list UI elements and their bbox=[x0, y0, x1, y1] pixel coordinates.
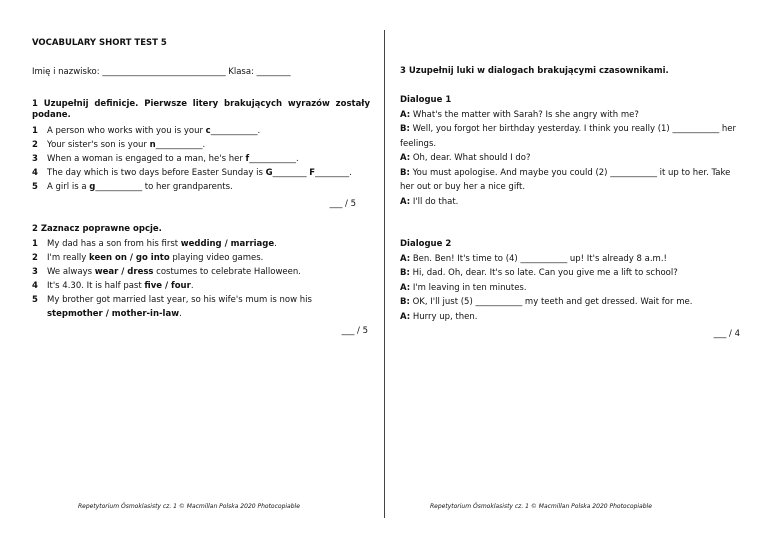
section-2 bbox=[32, 224, 368, 338]
item-text: I'm really keen on / go into playing video games. bbox=[47, 253, 264, 263]
section-1-items bbox=[32, 124, 370, 194]
item-number: 2 bbox=[32, 253, 38, 263]
section-1-heading: 1 Uzupełnij definicje. Pierwsze litery brakujących wyrazów zostały podane. bbox=[32, 99, 370, 120]
dialogue-2 bbox=[400, 237, 740, 341]
page-title: VOCABULARY SHORT TEST 5 bbox=[32, 38, 167, 48]
page-divider bbox=[384, 30, 385, 518]
dialogue-line: B: You must apologise. And maybe you could (2) ___________ it up to her. Take her out or buy her a nice gift. bbox=[400, 167, 731, 192]
dialogue-line: A: I'm leaving in ten minutes. bbox=[400, 282, 527, 293]
section-3-heading: 3 Uzupełnij luki w dialogach brakującymi czasownikami. bbox=[400, 66, 669, 76]
footer-left: Repetytorium Ósmoklasisty cz. 1 © Macmillan Polska 2020 Photocopiable bbox=[78, 503, 300, 510]
item-number: 5 bbox=[32, 182, 38, 192]
item-number: 3 bbox=[32, 267, 38, 277]
dialogue-line: A: What's the matter with Sarah? Is she angry with me? bbox=[400, 109, 639, 120]
item-text: A girl is a g___________ to her grandparents. bbox=[47, 182, 233, 192]
list-item bbox=[32, 138, 370, 152]
list-item bbox=[32, 166, 370, 180]
section-2-heading: 2 Zaznacz poprawne opcje. bbox=[32, 224, 162, 234]
name-class-line: Imię i nazwisko: _____________________________ Klasa: ________ bbox=[32, 67, 291, 77]
item-text: Your sister's son is your n___________. bbox=[47, 140, 206, 150]
dialogue-line: B: Hi, dad. Oh, dear. It's so late. Can you give me a lift to school? bbox=[400, 268, 678, 278]
item-text: It's 4.30. It is half past five / four. bbox=[47, 281, 194, 291]
item-text: We always wear / dress costumes to celebrate Halloween. bbox=[47, 267, 301, 277]
item-number: 4 bbox=[32, 281, 38, 291]
dialogue-line: A: Ben. Ben! It's time to (4) ___________ up! It's already 8 a.m.! bbox=[400, 253, 667, 264]
item-text: When a woman is engaged to a man, he's her f___________. bbox=[47, 154, 299, 164]
item-text: A person who works with you is your c___________. bbox=[47, 126, 261, 136]
item-number: 2 bbox=[32, 140, 38, 150]
dialogue-line: A: Oh, dear. What should I do? bbox=[400, 153, 531, 163]
dialogue-line: A: I'll do that. bbox=[400, 196, 459, 207]
footer-right: Repetytorium Ósmoklasisty cz. 1 © Macmillan Polska 2020 Photocopiable bbox=[430, 503, 652, 510]
section-2-score: ___ / 5 bbox=[341, 326, 368, 336]
list-item bbox=[32, 265, 368, 279]
item-text: The day which is two days before Easter Sunday is G________ F________. bbox=[47, 168, 352, 178]
list-item bbox=[32, 124, 370, 138]
item-number: 3 bbox=[32, 154, 38, 164]
section-3-score: ___ / 4 bbox=[713, 329, 740, 339]
item-number: 1 bbox=[32, 126, 38, 136]
item-number: 5 bbox=[32, 295, 38, 305]
section-1-score: ___ / 5 bbox=[329, 199, 356, 209]
dialogue-1-title: Dialogue 1 bbox=[400, 95, 452, 105]
item-number: 1 bbox=[32, 239, 38, 249]
list-item bbox=[32, 293, 368, 321]
section-1 bbox=[32, 99, 370, 211]
list-item bbox=[32, 251, 368, 265]
item-text: My brother got married last year, so his wife's mum is now his stepmother / mother-in-law. bbox=[47, 295, 312, 319]
left-page bbox=[32, 0, 372, 543]
list-item bbox=[32, 180, 370, 194]
section-2-items bbox=[32, 237, 368, 321]
dialogue-line: A: Hurry up, then. bbox=[400, 311, 478, 322]
list-item bbox=[32, 152, 370, 166]
dialogue-1 bbox=[400, 93, 740, 209]
dialogue-2-title: Dialogue 2 bbox=[400, 239, 452, 249]
dialogue-line: B: Well, you forgot her birthday yesterday. I think you really (1) ___________ her feelings. bbox=[400, 124, 737, 149]
right-page bbox=[400, 0, 740, 543]
list-item bbox=[32, 279, 368, 293]
item-text: My dad has a son from his first wedding / marriage. bbox=[47, 239, 277, 249]
dialogue-line: B: OK, I'll just (5) ___________ my teeth and get dressed. Wait for me. bbox=[400, 297, 693, 307]
list-item bbox=[32, 237, 368, 251]
item-number: 4 bbox=[32, 168, 38, 178]
